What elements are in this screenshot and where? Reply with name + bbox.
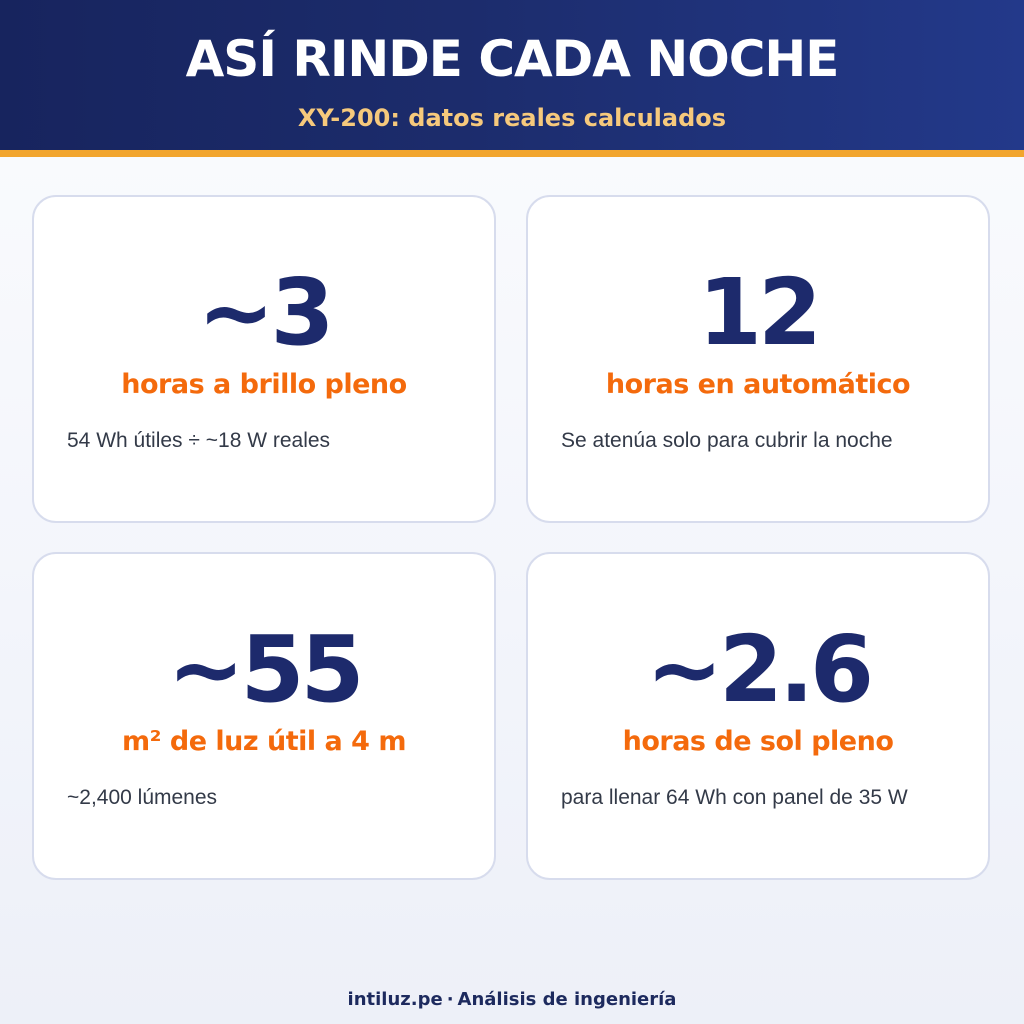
header-accent-bar: [0, 150, 1024, 157]
stat-label: horas de sol pleno: [622, 726, 894, 757]
footer: [0, 987, 1024, 1013]
stat-card-sun-hours: [526, 552, 990, 880]
stat-label: horas a brillo pleno: [121, 369, 407, 400]
stat-description: Se atenúa solo para cubrir la noche: [561, 429, 893, 452]
footer-site: intiluz.pe: [347, 989, 443, 1010]
page-title: ASÍ RINDE CADA NOCHE: [185, 30, 839, 88]
footer-tagline: Análisis de ingeniería: [457, 989, 677, 1010]
stat-value: ~3: [197, 259, 331, 366]
page-subtitle: XY-200: datos reales calculados: [297, 104, 727, 132]
stat-description: ~2,400 lúmenes: [67, 786, 218, 809]
stat-card-automatic: [526, 195, 990, 523]
footer-separator: ·: [446, 989, 454, 1010]
stat-label: m² de luz útil a 4 m: [122, 726, 406, 757]
stat-card-full-brightness: [32, 195, 496, 523]
stat-description: para llenar 64 Wh con panel de 35 W: [561, 786, 908, 809]
stat-value: ~2.6: [645, 616, 871, 723]
stat-value: ~55: [167, 616, 361, 723]
header-banner: [0, 0, 1024, 150]
stat-value: 12: [697, 259, 819, 366]
stat-label: horas en automático: [605, 369, 911, 400]
stat-description: 54 Wh útiles ÷ ~18 W reales: [67, 429, 331, 452]
stat-card-light-area: [32, 552, 496, 880]
